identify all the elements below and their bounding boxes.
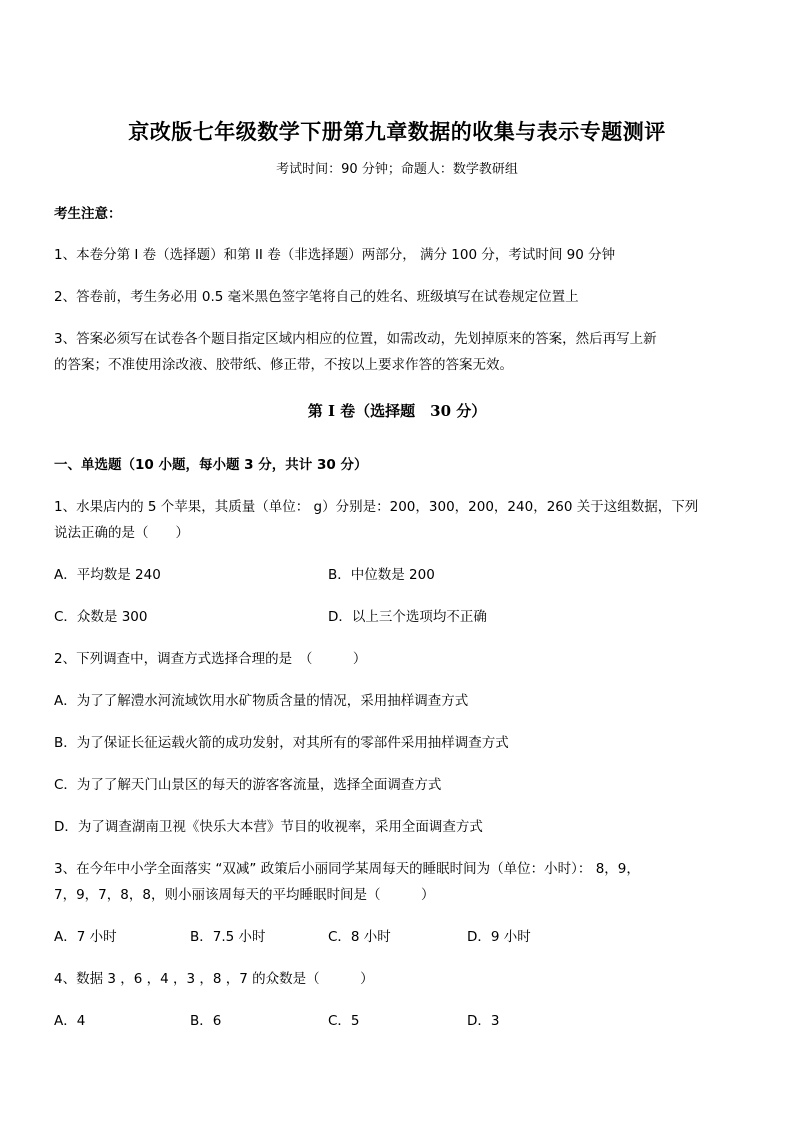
question-4-option-b: B．6 xyxy=(190,1013,222,1029)
question-3-option-d: D．9 小时 xyxy=(467,929,531,945)
question-2-stem: 2、下列调查中，调查方式选择合理的是 （ ） xyxy=(54,651,367,667)
question-3-line-1: 3、在今年中小学全面落实 “双减” 政策后小丽同学某周每天的睡眠时间为（单位：小时）： 8，9， xyxy=(54,861,640,877)
question-1-option-a: A．平均数是 240 xyxy=(54,567,161,583)
section-title: 第 I 卷（选择题 30 分） xyxy=(307,402,487,420)
notice-item-2: 2、答卷前，考生务必用 0.5 毫米黑色签字笔将自己的姓名、班级填写在试卷规定位置上 xyxy=(54,289,579,305)
question-3-option-a: A．7 小时 xyxy=(54,929,117,945)
notice-heading: 考生注意： xyxy=(54,206,122,222)
question-1-option-d: D．以上三个选项均不正确 xyxy=(328,609,487,625)
question-2-option-c: C．为了了解天门山景区的每天的游客客流量，选择全面调查方式 xyxy=(54,777,442,793)
question-4-option-a: A．4 xyxy=(54,1013,86,1029)
question-4-stem: 4、数据 3 ，6 ，4 ，3 ，8 ，7 的众数是（ ） xyxy=(54,971,374,987)
question-2-option-b: B．为了保证长征运载火箭的成功发射，对其所有的零部件采用抽样调查方式 xyxy=(54,735,509,751)
notice-item-1: 1、本卷分第 I 卷（选择题）和第 II 卷（非选择题）两部分， 满分 100 分，考试时间 90 分钟 xyxy=(54,247,616,263)
question-4-option-c: C．5 xyxy=(328,1013,360,1029)
exam-title: 京改版七年级数学下册第九章数据的收集与表示专题测评 xyxy=(128,119,666,144)
question-3-line-2: 7，9，7，8，8，则小丽该周每天的平均睡眠时间是（ ） xyxy=(54,887,435,903)
exam-subtitle: 考试时间：90 分钟；命题人：数学教研组 xyxy=(276,162,518,177)
question-2-option-d: D．为了调查湖南卫视《快乐大本营》节目的收视率，采用全面调查方式 xyxy=(54,819,483,835)
notice-item-3-line-2: 的答案；不准使用涂改液、胶带纸、修正带，不按以上要求作答的答案无效。 xyxy=(54,357,513,373)
question-3-option-c: C．8 小时 xyxy=(328,929,391,945)
question-3-option-b: B．7.5 小时 xyxy=(190,929,266,945)
part-heading: 一、单选题（10 小题，每小题 3 分，共计 30 分） xyxy=(54,457,368,473)
question-4-option-d: D．3 xyxy=(467,1013,500,1029)
question-1-option-b: B．中位数是 200 xyxy=(328,567,435,583)
question-1-line-1: 1、水果店内的 5 个苹果，其质量（单位： g）分别是：200，300，200，240，260 关于这组数据，下列 xyxy=(54,499,699,515)
notice-item-3-line-1: 3、答案必须写在试卷各个题目指定区域内相应的位置，如需改动，先划掉原来的答案，然后再写上新 xyxy=(54,331,657,347)
question-2-option-a: A．为了了解澧水河流域饮用水矿物质含量的情况，采用抽样调查方式 xyxy=(54,693,469,709)
question-1-line-2: 说法正确的是（ ） xyxy=(54,525,189,541)
question-1-option-c: C．众数是 300 xyxy=(54,609,148,625)
